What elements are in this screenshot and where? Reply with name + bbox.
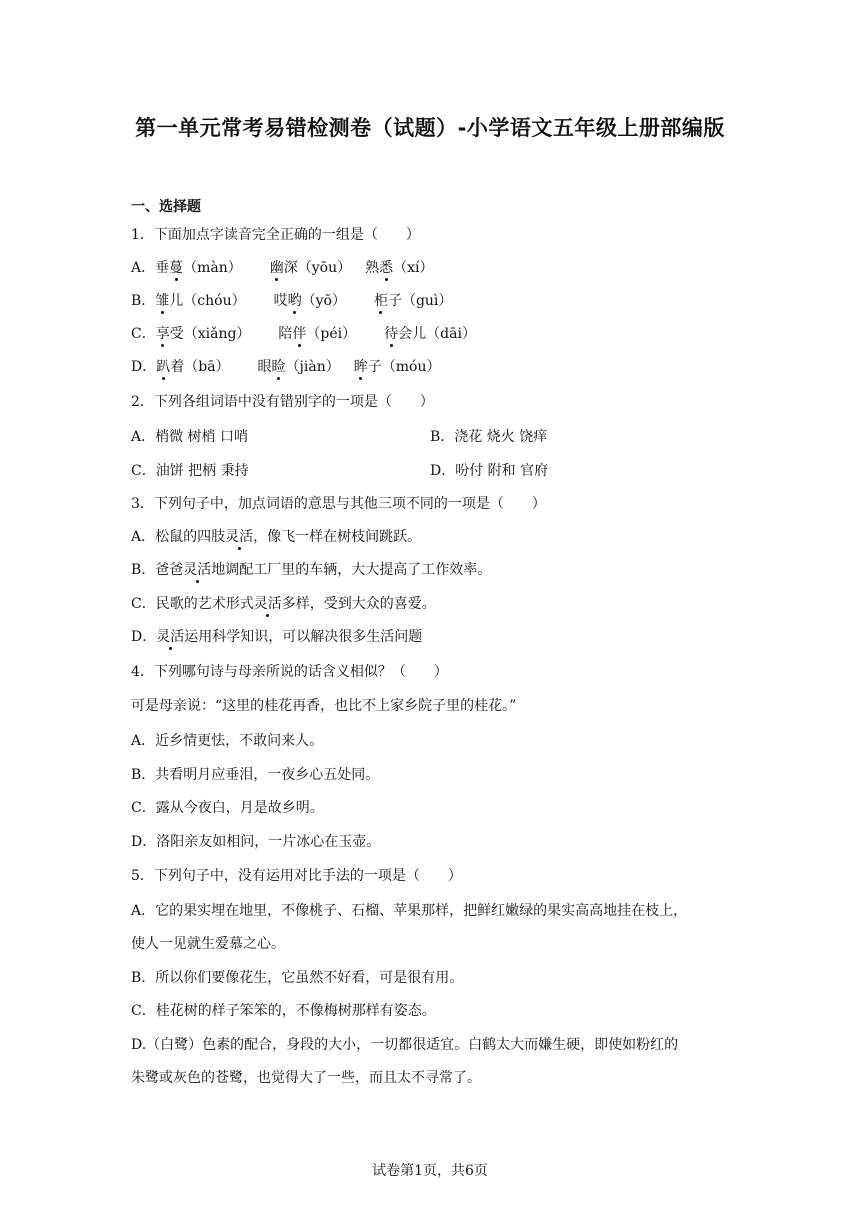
question-5-option-c: C．桂花树的样子笨笨的，不像梅树那样有姿态。 (131, 1003, 436, 1019)
question-5-stem: 5．下列句子中，没有运用对比手法的一项是（ ） (131, 868, 462, 884)
question-3-option-d: D．灵活运用科学知识，可以解决很多生活问题 (131, 629, 423, 645)
section-heading: 一、选择题 (131, 199, 201, 215)
question-1-stem: 1．下面加点字读音完全正确的一组是（ ） (131, 227, 420, 243)
question-4-option-d: D．洛阳亲友如相问，一片冰心在玉壶。 (131, 834, 381, 850)
question-5-option-a-line2: 使人一见就生爱慕之心。 (131, 936, 285, 952)
question-5-option-a-line1: A．它的果实埋在地里，不像桃子、石榴、苹果那样，把鲜红嫩绿的果实高高地挂在枝上， (131, 903, 688, 919)
question-4-quote: 可是母亲说：“这里的桂花再香，也比不上家乡院子里的桂花。” (131, 698, 517, 714)
question-2-stem: 2．下列各组词语中没有错别字的一项是（ ） (131, 394, 434, 410)
question-1-option-c: C．享受（xiǎng） 陪伴（péi） 待会儿（dāi） (131, 326, 476, 342)
question-2-option-d: D．吩付 附和 官府 (430, 463, 549, 479)
question-2-option-a: A．梢微 树梢 口哨 (131, 429, 249, 445)
page-title: 第一单元常考易错检测卷（试题）-小学语文五年级上册部编版 (135, 116, 725, 140)
question-5-option-d-line1: D.（白鹭）色素的配合，身段的大小，一切都很适宜。白鹤太大而嫌生硬，即使如粉红的 (131, 1037, 679, 1053)
question-3-option-c: C．民歌的艺术形式灵活多样，受到大众的喜爱。 (131, 596, 436, 612)
question-5-option-b: B．所以你们要像花生，它虽然不好看，可是很有用。 (131, 970, 464, 986)
question-1-option-b: B．雏儿（chóu） 哎哟（yō） 柜子（guì） (131, 293, 453, 309)
page-footer: 试卷第1页，共6页 (372, 1163, 488, 1179)
question-4-stem: 4．下列哪句诗与母亲所说的话含义相似？（ ） (131, 664, 448, 680)
question-3-option-a: A．松鼠的四肢灵活，像飞一样在树枝间跳跃。 (131, 529, 422, 545)
question-1-option-d: D．趴着（bā） 眼睑（jiàn） 眸子（móu） (131, 359, 441, 375)
question-5-option-d-line2: 朱鹭或灰色的苍鹭，也觉得大了一些，而且太不寻常了。 (131, 1070, 481, 1086)
question-4-option-a: A．近乡情更怯，不敢问来人。 (131, 733, 324, 749)
question-4-option-b: B．共看明月应垂泪，一夜乡心五处同。 (131, 767, 380, 783)
question-2-option-c: C．油饼 把柄 秉持 (131, 463, 249, 479)
question-3-stem: 3．下列句子中，加点词语的意思与其他三项不同的一项是（ ） (131, 496, 546, 512)
question-1-option-a: A．垂蔓（màn） 幽深（yōu） 熟悉（xí） (131, 260, 434, 276)
question-2-option-b: B．浇花 烧火 饶痒 (430, 429, 548, 445)
question-4-option-c: C．露从今夜白，月是故乡明。 (131, 800, 324, 816)
question-3-option-b: B．爸爸灵活地调配工厂里的车辆，大大提高了工作效率。 (131, 562, 492, 578)
